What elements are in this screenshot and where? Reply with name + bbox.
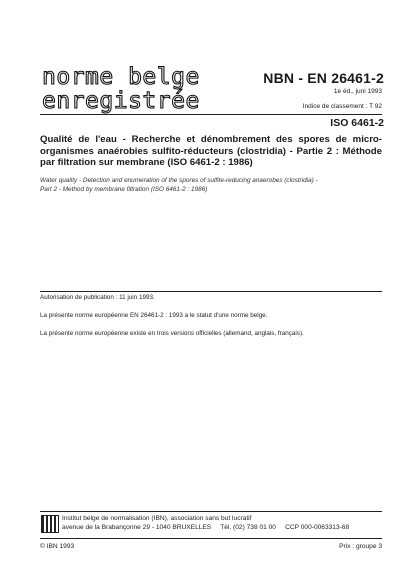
institute-address: avenue de la Brabançonne 29 - 1040 BRUXELLES Tél. (02) 738 01 00 CCP 000-0063313-68 — [62, 524, 350, 531]
norme-belge-logo-line1: norme belge — [42, 64, 200, 90]
document-title-french: Qualité de l'eau - Recherche et dénombrement des spores de micro-organismes anaérobies sulfito-réducteurs (clostridia) - Partie 2 : Méthode par filtration sur membrane (ISO 6461-2 : 1986) — [40, 134, 382, 169]
header-divider — [40, 114, 382, 115]
standard-code: NBN - EN 26461-2 — [263, 70, 384, 86]
publication-authorization: Autorisation de publication : 11 juin 1993. — [40, 294, 155, 301]
price-group: Prix : groupe 3 — [339, 543, 382, 550]
footer-institute-block — [62, 514, 392, 532]
institute-name: Institut belge de normalisation (IBN), association sans but lucratif — [62, 515, 252, 522]
classification-index: Indice de classement : T 92 — [302, 103, 382, 110]
versions-statement: La présente norme européenne existe en trois versions officielles (allemand, anglais, français). — [40, 330, 304, 337]
english-title-line2: Part 2 - Method by membrane filtration (ISO 6461-2 : 1986) — [40, 185, 208, 193]
body-divider — [40, 291, 382, 292]
english-title-line1: Water quality - Detection and enumeration of the spores of sulfite-reducing anaerobes (clostridia) - — [40, 177, 318, 184]
iso-code: ISO 6461-2 — [330, 117, 384, 129]
ibn-logo-icon — [41, 515, 59, 533]
status-statement: La présente norme européenne EN 26461-2 : 1993 a le statut d'une norme belge. — [40, 312, 268, 319]
document-title-english — [40, 177, 390, 194]
copyright: © IBN 1993 — [40, 543, 75, 550]
norme-belge-logo-line2: enregistrée — [42, 88, 200, 114]
footer-divider — [40, 511, 382, 512]
footer-bottom-divider — [40, 538, 382, 539]
edition-date: 1e éd., juni 1993 — [333, 88, 382, 95]
